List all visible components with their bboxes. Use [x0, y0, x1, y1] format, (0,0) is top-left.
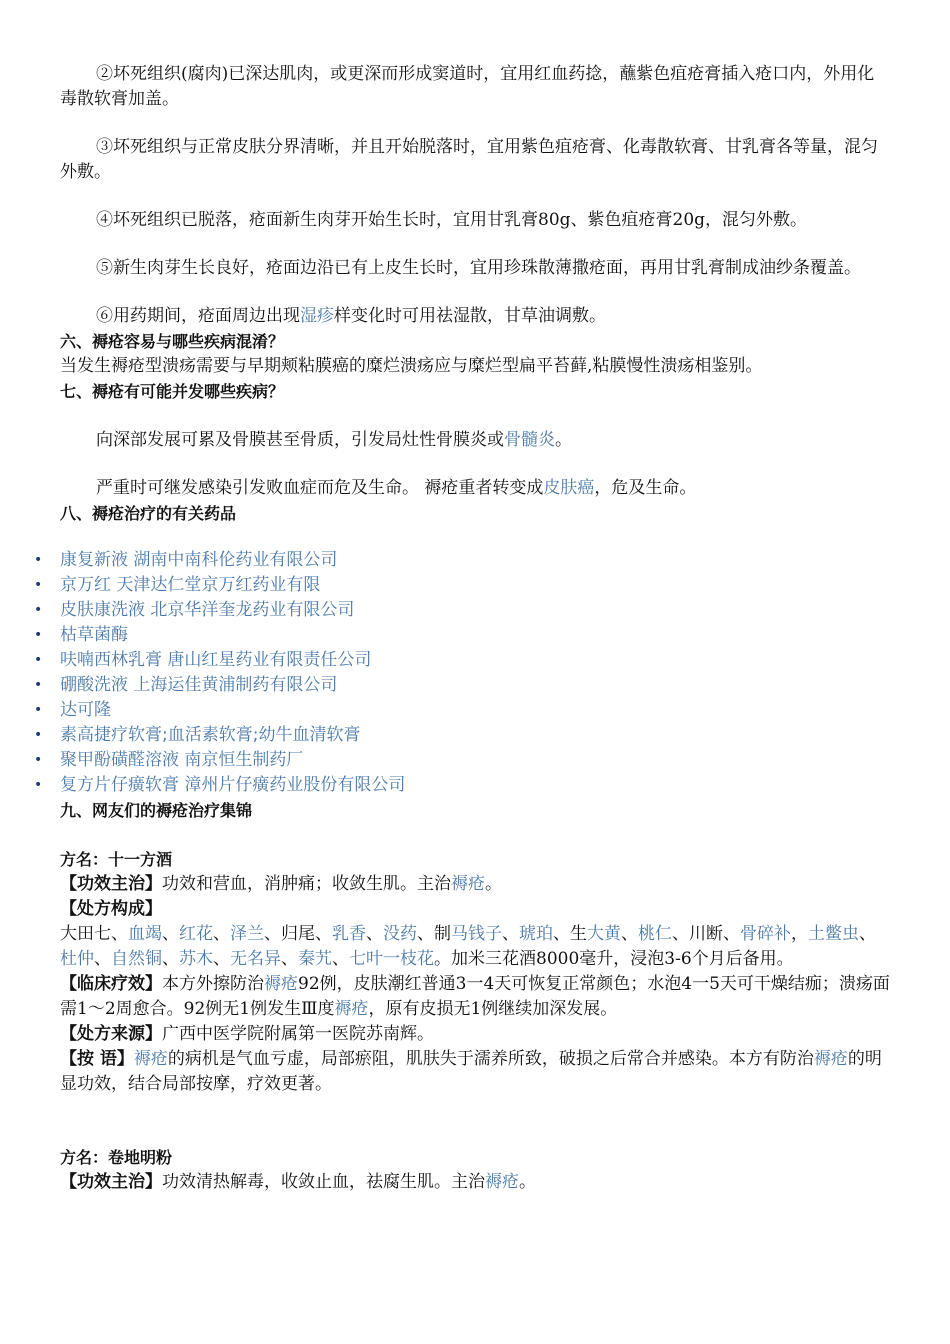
separator: 、制: [417, 924, 451, 944]
drug-link[interactable]: 京万红 天津达仁堂京万红药业有限: [60, 575, 321, 595]
herb-link[interactable]: 马钱子: [451, 924, 502, 944]
paragraph-text: ⑤新生肉芽生长良好，疮面边沿已有上皮生长时，宜用珍珠散薄撒疮面，再用甘乳膏制成油纱条覆盖。: [96, 258, 861, 278]
paragraph-text: ③坏死组织与正常皮肤分界清晰，并且开始脱落时，宜用紫色疽疮膏、化毒散软膏、甘乳膏各等量，混匀外敷。: [60, 137, 878, 182]
drug-list-item[interactable]: [34, 748, 890, 773]
herb-link[interactable]: 没药: [383, 924, 417, 944]
paragraph-text: 严重时可继发感染引发败血症而危及生命。 褥疮重者转变成: [96, 478, 544, 498]
bullet-icon: •: [34, 777, 43, 793]
field-text: ，原有皮损无1例继续加深发展。: [368, 999, 618, 1019]
spacer: [60, 1097, 890, 1145]
herb-link[interactable]: 土鳖虫: [808, 924, 859, 944]
link-bedsore[interactable]: 褥疮: [133, 1049, 168, 1069]
field-text: 功效清热解毒，收敛止血，祛腐生肌。主治: [162, 1172, 485, 1192]
drug-link[interactable]: 呋喃西林乳膏 唐山红星药业有限责任公司: [60, 650, 372, 670]
drug-link[interactable]: 硼酸洗液 上海运佳黄浦制药有限公司: [60, 675, 338, 695]
separator: 、: [502, 924, 519, 944]
separator: 、: [162, 949, 179, 969]
drug-link[interactable]: 达可隆: [60, 700, 111, 720]
separator: 、: [281, 949, 298, 969]
recipe-1-note: [60, 1047, 890, 1097]
drug-link[interactable]: 枯草菌酶: [60, 625, 128, 645]
link-bedsore[interactable]: 褥疮: [264, 974, 298, 994]
drug-list-item[interactable]: [34, 598, 890, 623]
drug-list: [34, 548, 890, 798]
section-heading-8: 八、褥疮治疗的有关药品: [60, 504, 237, 523]
section-6-text: 当发生褥疮型溃疡需要与早期颊粘膜癌的糜烂溃疡应与糜烂型扁平苔藓,粘膜慢性溃疡相鉴别。: [60, 356, 763, 376]
drug-list-item[interactable]: [34, 573, 890, 598]
separator: 、: [213, 924, 230, 944]
herb-link[interactable]: 琥珀: [519, 924, 553, 944]
separator: 、川断、: [672, 924, 740, 944]
bullet-icon: •: [34, 552, 43, 568]
drug-list-item[interactable]: [34, 648, 890, 673]
field-text: 的病机是气血亏虚，局部瘀阻，肌肤失于濡养所致，破损之后常合并感染。本方有防治: [167, 1049, 814, 1069]
bullet-icon: •: [34, 627, 43, 643]
link-eczema[interactable]: 湿疹: [300, 306, 334, 326]
drug-list-item[interactable]: [34, 673, 890, 698]
herb-link[interactable]: 乳香: [332, 924, 366, 944]
herb-link[interactable]: 苏木: [179, 949, 213, 969]
bullet-icon: •: [34, 677, 43, 693]
separator: 、: [332, 949, 349, 969]
link-bedsore[interactable]: 褥疮: [813, 1049, 848, 1069]
field-text: 广西中医学院附属第一医院苏南辉。: [162, 1024, 434, 1044]
separator: 、: [94, 949, 111, 969]
herb-link[interactable]: 无名异: [230, 949, 281, 969]
paragraph-text: ⑥用药期间，疮面周边出现: [96, 306, 300, 326]
separator: 、归尾、: [264, 924, 332, 944]
recipe-1-name: 方名：十一方酒: [60, 850, 173, 869]
link-bedsore[interactable]: 褥疮: [485, 1172, 519, 1192]
field-text: 。加米三花酒8000毫升，浸泡3-6个月后备用。: [434, 949, 794, 969]
field-label: 【处方来源】: [60, 1024, 162, 1044]
field-label: 【功效主治】: [60, 874, 162, 894]
bullet-icon: •: [34, 752, 43, 768]
recipe-1-composition: [60, 922, 890, 972]
herb-link[interactable]: 泽兰: [230, 924, 264, 944]
bullet-icon: •: [34, 577, 43, 593]
field-label: 【处方构成】: [60, 899, 162, 919]
section-heading-7: 七、褥疮有可能并发哪些疾病？: [60, 382, 285, 401]
paragraph-text: 向深部发展可累及骨膜甚至骨质，引发局灶性骨膜炎或: [96, 430, 504, 450]
bullet-icon: •: [34, 702, 43, 718]
spacer: [60, 823, 890, 847]
drug-list-item[interactable]: [34, 623, 890, 648]
herb-link[interactable]: 秦艽: [298, 949, 332, 969]
separator: 、: [366, 924, 383, 944]
link-bedsore[interactable]: 褥疮: [334, 999, 369, 1019]
herb-link[interactable]: 红花: [179, 924, 213, 944]
paragraph-text: ，危及生命。: [594, 478, 697, 498]
herb-link[interactable]: 杜仲: [60, 949, 94, 969]
recipe-1-function: [60, 872, 890, 897]
paragraph-step-2: [60, 62, 890, 112]
document-page: [34, 62, 890, 1195]
herb-link[interactable]: 大黄: [587, 924, 621, 944]
field-label: 【按 语】: [60, 1049, 134, 1069]
section-7-paragraph-1: [60, 428, 890, 453]
recipe-2-name: 方名：卷地明粉: [60, 1148, 173, 1167]
field-text: 的明显功效，结合局部按摩，疗效更著。: [60, 1049, 882, 1094]
field-text: 大田七、: [60, 924, 128, 944]
paragraph-text: 。: [555, 430, 572, 450]
herb-link[interactable]: 七叶一枝花: [349, 949, 434, 969]
field-text: 本方外擦防治: [162, 974, 264, 994]
paragraph-text: 样变化时可用祛湿散，甘草油调敷。: [334, 306, 606, 326]
recipe-1-efficacy: [60, 972, 890, 1022]
drug-link[interactable]: 皮肤康洗液 北京华洋奎龙药业有限公司: [60, 600, 355, 620]
paragraph-step-6: [60, 304, 890, 329]
field-text: 。: [485, 874, 502, 894]
recipe-1-source: [60, 1022, 890, 1047]
drug-list-item[interactable]: [34, 723, 890, 748]
link-bedsore[interactable]: 褥疮: [451, 874, 485, 894]
separator: 、: [859, 924, 876, 944]
link-skin-cancer[interactable]: 皮肤癌: [543, 478, 595, 498]
field-text: 功效和营血，消肿痛；收敛生肌。主治: [162, 874, 451, 894]
separator: 、: [621, 924, 638, 944]
bullet-icon: •: [34, 602, 43, 618]
recipe-1-composition-label: [60, 897, 890, 922]
separator: 、: [162, 924, 179, 944]
drug-link[interactable]: 复方片仔癀软膏 漳州片仔癀药业股份有限公司: [60, 775, 406, 795]
drug-list-item[interactable]: [34, 773, 890, 798]
drug-link[interactable]: 素高捷疗软膏;血活素软膏;幼牛血清软膏: [60, 725, 361, 745]
field-label: 【功效主治】: [60, 1172, 162, 1192]
herb-link[interactable]: 桃仁: [638, 924, 672, 944]
section-heading-9: 九、网友们的褥疮治疗集锦: [60, 801, 253, 820]
drug-link[interactable]: 康复新液 湖南中南科伦药业有限公司: [60, 550, 338, 570]
herb-link[interactable]: 血竭: [128, 924, 162, 944]
section-7-paragraph-2: [60, 476, 890, 501]
separator: ，: [791, 924, 808, 944]
paragraph-text: ④坏死组织已脱落，疮面新生肉芽开始生长时，宜用甘乳膏80g、紫色疽疮膏20g，混匀外敷。: [96, 210, 808, 230]
herb-link[interactable]: 骨碎补: [740, 924, 791, 944]
link-osteomyelitis[interactable]: 骨髓炎: [504, 430, 555, 450]
paragraph-step-5: [60, 256, 890, 281]
spacer: [60, 404, 890, 428]
drug-link[interactable]: 聚甲酚磺醛溶液 南京恒生制药厂: [60, 750, 304, 770]
bullet-icon: •: [34, 727, 43, 743]
drug-list-item[interactable]: [34, 548, 890, 573]
field-label: 【临床疗效】: [60, 974, 162, 994]
field-text: 。: [519, 1172, 536, 1192]
field-text: 92例，皮肤潮红普通3一4天可恢复正常颜色；水泡4一5天可干燥结痂；溃疡面需1～2周愈合。92例无1例发生Ⅲ度: [60, 974, 890, 1019]
paragraph-step-3: [60, 135, 890, 185]
paragraph-step-4: [60, 208, 890, 233]
separator: 、生: [553, 924, 587, 944]
recipe-2-function: [60, 1170, 890, 1195]
separator: 、: [213, 949, 230, 969]
drug-list-item[interactable]: [34, 698, 890, 723]
bullet-icon: •: [34, 652, 43, 668]
paragraph-text: ②坏死组织(腐肉)已深达肌肉，或更深而形成窦道时，宜用红血药捻，蘸紫色疽疮膏插入疮口内，外用化毒散软膏加盖。: [60, 64, 875, 109]
herb-link[interactable]: 自然铜: [111, 949, 162, 969]
section-heading-6: 六、褥疮容易与哪些疾病混淆？: [60, 332, 285, 351]
